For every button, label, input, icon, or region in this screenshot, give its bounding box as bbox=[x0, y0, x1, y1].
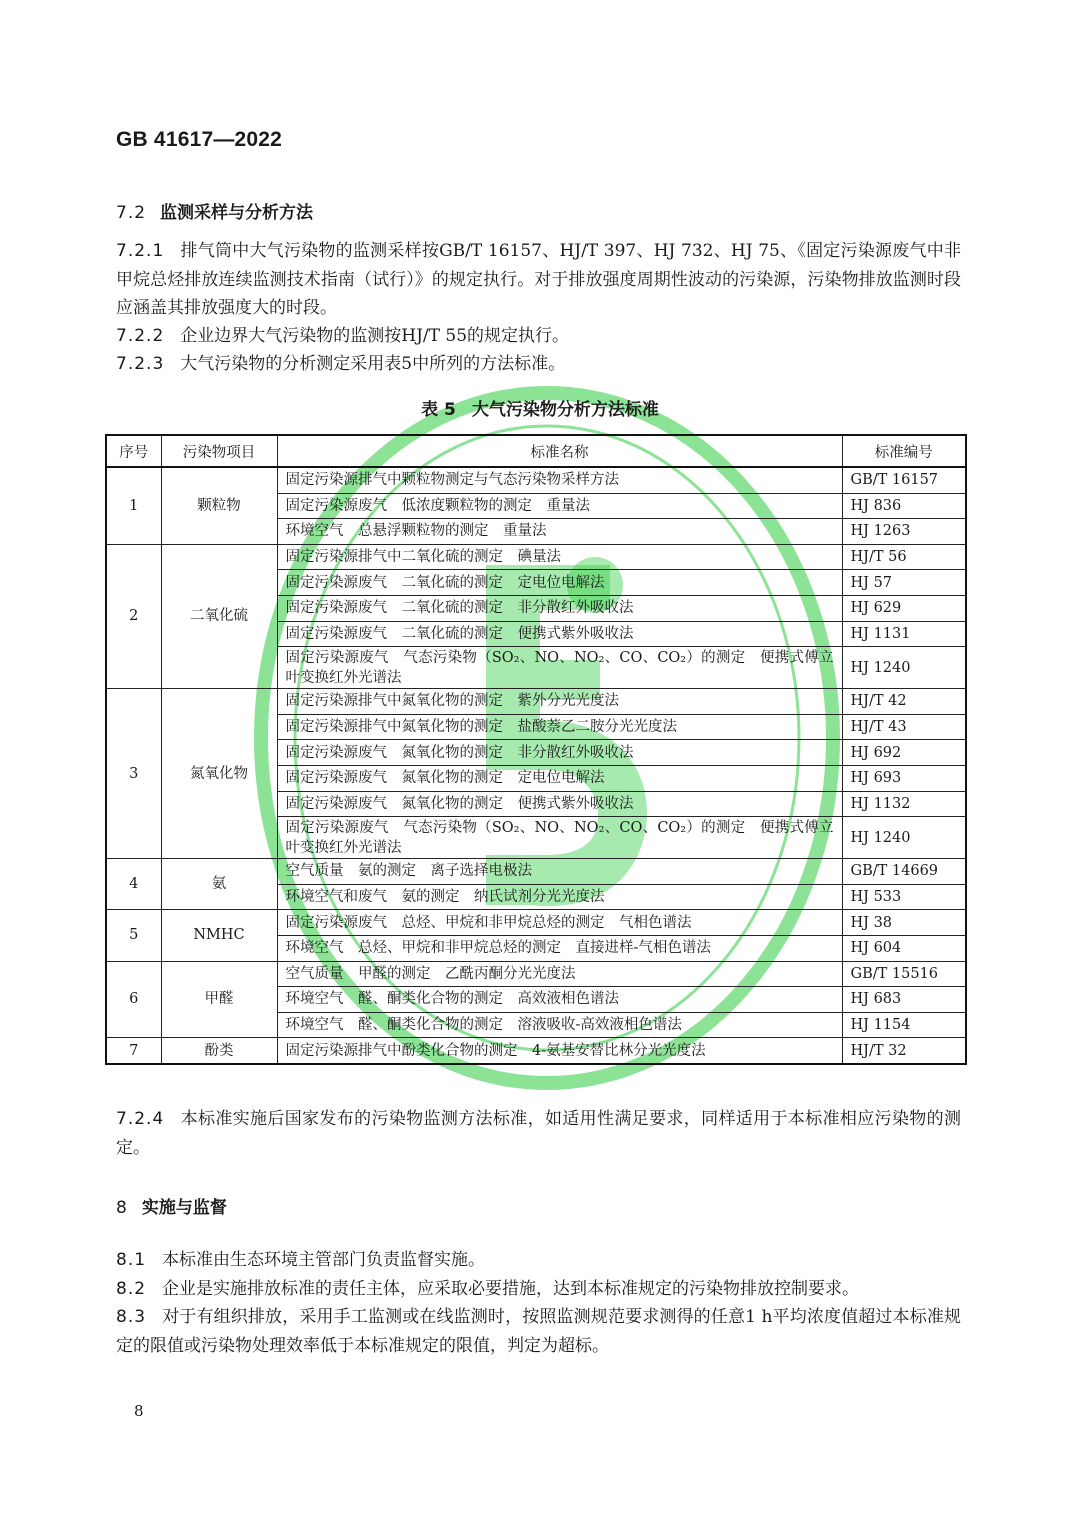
name-cell: 固定污染源废气 二氧化硫的测定 非分散红外吸收法 bbox=[277, 595, 842, 621]
table-row bbox=[106, 689, 966, 715]
code-cell: HJ 1131 bbox=[842, 621, 966, 647]
name-cell: 环境空气 总悬浮颗粒物的测定 重量法 bbox=[277, 519, 842, 545]
code-cell: HJ 836 bbox=[842, 493, 966, 519]
clause-number: 8.2 bbox=[116, 1279, 147, 1299]
table-caption bbox=[0, 395, 1080, 420]
code-cell: HJ 1132 bbox=[842, 791, 966, 817]
name-cell: 固定污染源排气中颗粒物测定与气态污染物采样方法 bbox=[277, 467, 842, 493]
table-row bbox=[106, 1038, 966, 1064]
clause-text: 排气筒中大气污染物的监测采样按GB/T 16157、HJ/T 397、HJ 732、HJ 75、《固定污染源废气中非甲烷总烃排放连续监测技术指南（试行）》的规定执行。对于排放强度周期性波动的污染源，污染物排放监测时段应涵盖其排放强度大的时段。 bbox=[116, 241, 961, 318]
paragraph-7-2-3 bbox=[116, 350, 961, 379]
item-cell: 氨 bbox=[161, 859, 277, 910]
code-cell: HJ 604 bbox=[842, 935, 966, 961]
name-cell: 固定污染源废气 氮氧化物的测定 非分散红外吸收法 bbox=[277, 740, 842, 766]
clause-number: 7.2.1 bbox=[116, 241, 165, 261]
page-number: 8 bbox=[134, 1402, 144, 1420]
name-cell: 固定污染源排气中酚类化合物的测定 4-氨基安替比林分光光度法 bbox=[277, 1038, 842, 1064]
name-cell: 固定污染源废气 氮氧化物的测定 定电位电解法 bbox=[277, 765, 842, 791]
item-cell: 颗粒物 bbox=[161, 467, 277, 544]
paragraph-7-2-2 bbox=[116, 322, 961, 351]
seq-cell: 3 bbox=[106, 689, 161, 859]
table-row bbox=[106, 859, 966, 885]
name-cell: 空气质量 氨的测定 离子选择电极法 bbox=[277, 859, 842, 885]
analysis-methods-table bbox=[105, 434, 967, 1065]
table-row bbox=[106, 544, 966, 570]
clause-text: 对于有组织排放，采用手工监测或在线监测时，按照监测规范要求测得的任意1 h平均浓度值超过本标准规定的限值或污染物处理效率低于本标准规定的限值，判定为超标。 bbox=[116, 1307, 961, 1356]
name-cell: 环境空气 总烃、甲烷和非甲烷总烃的测定 直接进样-气相色谱法 bbox=[277, 935, 842, 961]
clause-text: 本标准由生态环境主管部门负责监督实施。 bbox=[162, 1250, 486, 1270]
item-cell: 甲醛 bbox=[161, 961, 277, 1038]
name-cell: 固定污染源排气中氮氧化物的测定 紫外分光光度法 bbox=[277, 689, 842, 715]
section-title: 实施与监督 bbox=[141, 1198, 227, 1218]
section-8-heading bbox=[116, 1193, 227, 1218]
table-row bbox=[106, 910, 966, 936]
seq-cell: 7 bbox=[106, 1038, 161, 1064]
item-cell: NMHC bbox=[161, 910, 277, 961]
name-cell: 空气质量 甲醛的测定 乙酰丙酮分光光度法 bbox=[277, 961, 842, 987]
item-cell: 酚类 bbox=[161, 1038, 277, 1064]
code-cell: HJ 1240 bbox=[842, 817, 966, 859]
clause-text: 大气污染物的分析测定采用表5中所列的方法标准。 bbox=[180, 354, 566, 374]
clause-number: 7.2.4 bbox=[116, 1109, 165, 1129]
section-title: 监测采样与分析方法 bbox=[160, 203, 314, 223]
name-cell: 固定污染源排气中二氧化硫的测定 碘量法 bbox=[277, 544, 842, 570]
seq-cell: 6 bbox=[106, 961, 161, 1038]
item-cell: 氮氧化物 bbox=[161, 689, 277, 859]
table-row bbox=[106, 467, 966, 493]
header-name: 标准名称 bbox=[277, 435, 842, 467]
seq-cell: 5 bbox=[106, 910, 161, 961]
name-cell: 固定污染源废气 二氧化硫的测定 定电位电解法 bbox=[277, 570, 842, 596]
item-cell: 二氧化硫 bbox=[161, 544, 277, 688]
paragraph-8-3 bbox=[116, 1303, 961, 1360]
name-cell: 环境空气 醛、酮类化合物的测定 溶液吸收-高效液相色谱法 bbox=[277, 1012, 842, 1038]
header-code: 标准编号 bbox=[842, 435, 966, 467]
name-cell: 固定污染源排气中氮氧化物的测定 盐酸萘乙二胺分光光度法 bbox=[277, 714, 842, 740]
clause-number: 7.2.2 bbox=[116, 326, 165, 346]
section-7-2-heading bbox=[116, 198, 313, 223]
seq-cell: 4 bbox=[106, 859, 161, 910]
clause-number: 7.2.3 bbox=[116, 354, 165, 374]
table-title: 大气污染物分析方法标准 bbox=[471, 400, 659, 420]
name-cell: 环境空气 醛、酮类化合物的测定 高效液相色谱法 bbox=[277, 987, 842, 1013]
name-cell: 固定污染源废气 气态污染物（SO₂、NO、NO₂、CO、CO₂）的测定 便携式傅立叶变换红外光谱法 bbox=[277, 817, 842, 859]
name-cell: 环境空气和废气 氨的测定 纳氏试剂分光光度法 bbox=[277, 884, 842, 910]
code-cell: GB/T 14669 bbox=[842, 859, 966, 885]
code-cell: HJ/T 32 bbox=[842, 1038, 966, 1064]
header-item: 污染物项目 bbox=[161, 435, 277, 467]
name-cell: 固定污染源废气 低浓度颗粒物的测定 重量法 bbox=[277, 493, 842, 519]
header-seq: 序号 bbox=[106, 435, 161, 467]
code-cell: HJ/T 43 bbox=[842, 714, 966, 740]
code-cell: HJ 683 bbox=[842, 987, 966, 1013]
paragraph-7-2-1 bbox=[116, 237, 961, 323]
name-cell: 固定污染源废气 二氧化硫的测定 便携式紫外吸收法 bbox=[277, 621, 842, 647]
clause-number: 8.3 bbox=[116, 1307, 147, 1327]
name-cell: 固定污染源废气 氮氧化物的测定 便携式紫外吸收法 bbox=[277, 791, 842, 817]
clause-text: 企业是实施排放标准的责任主体，应采取必要措施，达到本标准规定的污染物排放控制要求。 bbox=[162, 1279, 860, 1299]
table-number: 表 5 bbox=[421, 400, 456, 420]
code-cell: HJ 1154 bbox=[842, 1012, 966, 1038]
code-cell: HJ 1263 bbox=[842, 519, 966, 545]
seq-cell: 1 bbox=[106, 467, 161, 544]
paragraph-8-1 bbox=[116, 1246, 961, 1275]
code-cell: GB/T 16157 bbox=[842, 467, 966, 493]
code-cell: GB/T 15516 bbox=[842, 961, 966, 987]
clause-text: 企业边界大气污染物的监测按HJ/T 55的规定执行。 bbox=[180, 326, 570, 346]
seq-cell: 2 bbox=[106, 544, 161, 688]
paragraph-7-2-4 bbox=[116, 1105, 961, 1162]
section-number: 7.2 bbox=[116, 203, 147, 223]
table-header-row bbox=[106, 435, 966, 467]
code-cell: HJ 38 bbox=[842, 910, 966, 936]
name-cell: 固定污染源废气 总烃、甲烷和非甲烷总烃的测定 气相色谱法 bbox=[277, 910, 842, 936]
paragraph-8-2 bbox=[116, 1275, 961, 1304]
code-cell: HJ/T 42 bbox=[842, 689, 966, 715]
code-cell: HJ/T 56 bbox=[842, 544, 966, 570]
clause-text: 本标准实施后国家发布的污染物监测方法标准，如适用性满足要求，同样适用于本标准相应污染物的测定。 bbox=[116, 1109, 961, 1158]
document-id: GB 41617—2022 bbox=[116, 128, 283, 151]
clause-number: 8.1 bbox=[116, 1250, 147, 1270]
code-cell: HJ 533 bbox=[842, 884, 966, 910]
code-cell: HJ 692 bbox=[842, 740, 966, 766]
section-number: 8 bbox=[116, 1198, 128, 1218]
code-cell: HJ 1240 bbox=[842, 647, 966, 689]
code-cell: HJ 629 bbox=[842, 595, 966, 621]
code-cell: HJ 693 bbox=[842, 765, 966, 791]
code-cell: HJ 57 bbox=[842, 570, 966, 596]
table-row bbox=[106, 961, 966, 987]
name-cell: 固定污染源废气 气态污染物（SO₂、NO、NO₂、CO、CO₂）的测定 便携式傅立叶变换红外光谱法 bbox=[277, 647, 842, 689]
